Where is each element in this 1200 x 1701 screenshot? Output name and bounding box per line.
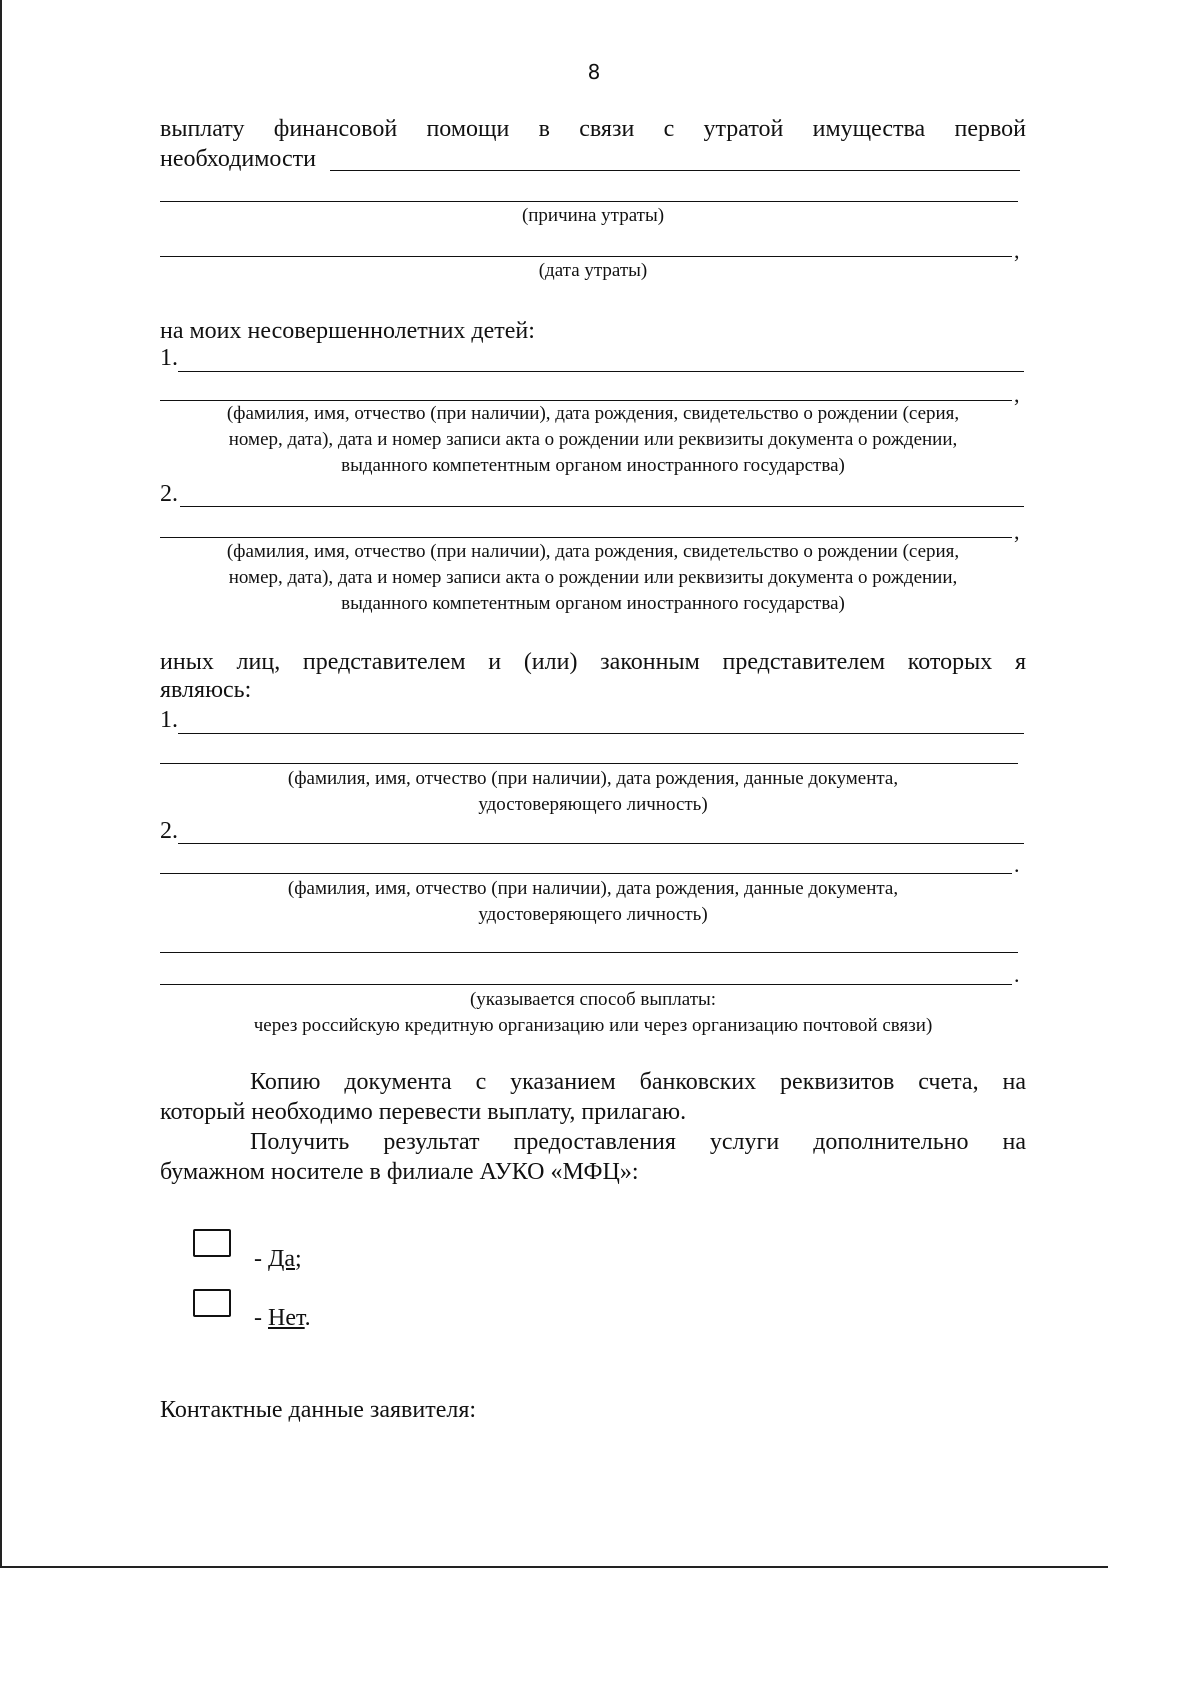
person-1-line-1[interactable] [178,733,1024,734]
person-2-number: 2. [160,818,178,844]
person-1-hint-2: удостоверяющего личность) [478,794,708,815]
no-checkbox[interactable] [193,1289,231,1317]
others-line-1: иных лиц, представителем и (или) законным представителем которых я [160,649,1026,675]
child-2-hint-3: выданного компетентным органом иностранного государства) [341,593,845,614]
others-line-2: являюсь: [160,677,252,703]
yes-dash: - [254,1246,268,1272]
payment-period: . [1014,962,1020,987]
intro-fill-line[interactable] [330,170,1020,171]
person-2-period: . [1014,852,1020,877]
child-2-comma: , [1014,519,1020,544]
child-1-number: 1. [160,345,178,371]
copy-line-1: Копию документа с указанием банковских реквизитов счета, на [250,1069,1026,1095]
no-text: Нет [268,1305,305,1331]
payment-hint-1: (указывается способ выплаты: [469,989,717,1010]
child-1-comma: , [1014,382,1020,407]
loss-reason-hint: (причина утраты) [521,205,665,226]
child-1-hint-1: (фамилия, имя, отчество (при наличии), дата рождения, свидетельство о рождении (серия, [226,403,960,424]
child-1-hint-2: номер, дата), дата и номер записи акта о рождении или реквизиты документа о рождении, [228,429,958,450]
payment-line-1[interactable] [160,952,1018,953]
result-line-2: бумажном носителе в филиале АУКО «МФЦ»: [160,1159,639,1185]
person-2-line-1[interactable] [178,843,1024,844]
contacts-heading: Контактные данные заявителя: [160,1397,477,1423]
person-2-line-2[interactable] [160,873,1012,874]
payment-hint-2: через российскую кредитную организацию или через организацию почтовой связи) [253,1015,933,1036]
loss-date-comma: , [1014,238,1020,263]
intro-line-1: выплату финансовой помощи в связи с утратой имущества первой [160,116,1026,142]
yes-checkbox[interactable] [193,1229,231,1257]
yes-text: Да [268,1246,296,1272]
loss-reason-line[interactable] [160,201,1018,202]
person-2-hint-1: (фамилия, имя, отчество (при наличии), дата рождения, данные документа, [287,878,899,899]
children-heading: на моих несовершеннолетних детей: [160,318,535,344]
intro-line-2: необходимости [160,146,317,172]
yes-option-label [254,1246,302,1273]
page-number: 8 [587,60,601,84]
loss-date-line[interactable] [160,256,1012,257]
child-2-hint-2: номер, дата), дата и номер записи акта о рождении или реквизиты документа о рождении, [228,567,958,588]
result-line-1: Получить результат предоставления услуги дополнительно на [250,1129,1026,1155]
person-1-hint-1: (фамилия, имя, отчество (при наличии), дата рождения, данные документа, [287,768,899,789]
child-1-hint-3: выданного компетентным органом иностранного государства) [341,455,845,476]
child-2-number: 2. [160,481,178,507]
person-1-number: 1. [160,707,178,733]
yes-suffix: ; [295,1246,302,1272]
no-dash: - [254,1305,268,1331]
child-2-line-2[interactable] [160,537,1012,538]
person-1-line-2[interactable] [160,763,1018,764]
no-option-label [254,1305,311,1332]
loss-date-hint: (дата утраты) [538,260,648,281]
child-2-hint-1: (фамилия, имя, отчество (при наличии), дата рождения, свидетельство о рождении (серия, [226,541,960,562]
no-suffix: . [304,1305,311,1331]
child-2-line-1[interactable] [180,506,1024,507]
copy-line-2: который необходимо перевести выплату, прилагаю. [160,1099,687,1125]
child-1-line-1[interactable] [178,371,1024,372]
payment-line-2[interactable] [160,984,1012,985]
person-2-hint-2: удостоверяющего личность) [478,904,708,925]
